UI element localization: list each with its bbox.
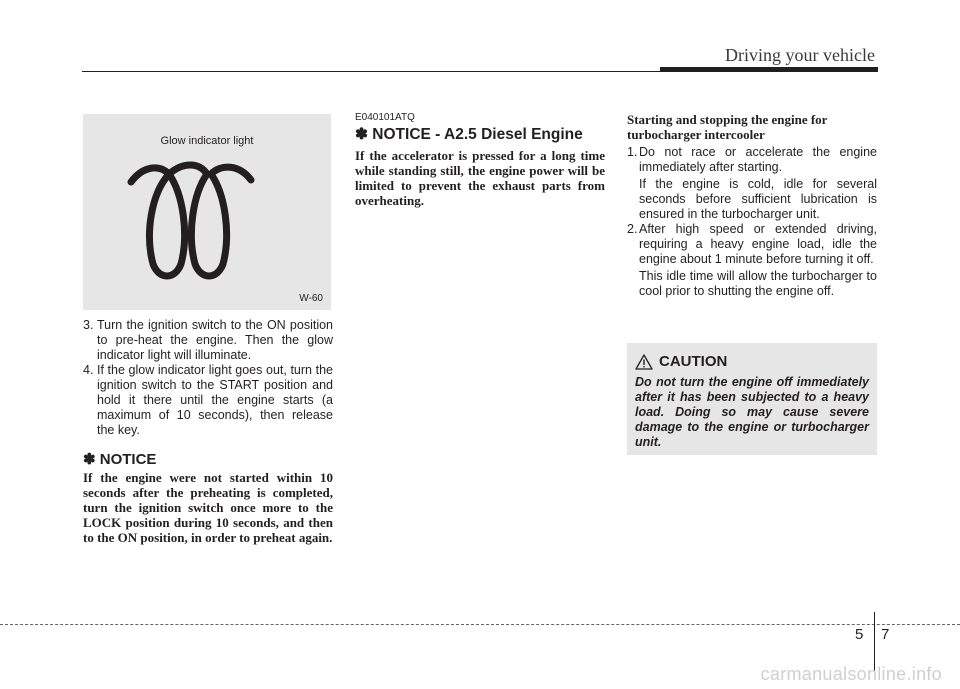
section-code: E040101ATQ xyxy=(355,112,415,123)
list-item xyxy=(627,222,877,267)
item-subtext: If the engine is cold, idle for several seconds before sufficient lubrication is ensured in the turbocharger unit. xyxy=(639,177,877,221)
notice-heading: ✽ NOTICE xyxy=(83,451,157,468)
figure-code: W-60 xyxy=(299,293,323,304)
chapter-number: 5 xyxy=(855,626,864,643)
figure-caption: Glow indicator light xyxy=(160,135,254,147)
item-text: After high speed or extended driving, requiring a heavy engine load, idle the engine about 1 minute before turning it off. xyxy=(639,222,877,266)
list-item xyxy=(627,145,877,175)
list-item xyxy=(83,363,333,438)
item-text: Turn the ignition switch to the ON position to pre-heat the engine. Then the glow indicator light will illuminate. xyxy=(97,318,333,362)
column-middle xyxy=(355,110,605,208)
caution-box xyxy=(627,343,877,455)
caution-title: CAUTION xyxy=(659,353,728,370)
list-item xyxy=(83,318,333,363)
page-number: 7 xyxy=(881,626,890,643)
page-number-separator xyxy=(874,612,875,672)
notice-body-diesel: If the accelerator is pressed for a long time while standing still, the engine power will be limited to prevent the exhaust parts from overheating. xyxy=(355,148,605,208)
caution-body: Do not turn the engine off immediately after it has been subjected to a heavy load. Doing so may cause severe damage to the engine or turbocharger unit. xyxy=(635,375,869,449)
item-number: 1. xyxy=(627,145,638,159)
header-rule xyxy=(82,71,662,72)
glow-plug-coil-icon xyxy=(123,154,291,282)
watermark: carmanualsonline.info xyxy=(760,664,942,684)
notice-body: If the engine were not started within 10 seconds after the preheating is completed, turn the ignition switch once more to the LOCK position during 10 seconds, and then to the ON position, in order to preheat again. xyxy=(83,470,333,545)
item-text: Do not race or accelerate the engine immediately after starting. xyxy=(639,145,877,174)
glow-indicator-figure xyxy=(83,114,331,310)
item-number: 4. xyxy=(83,363,94,377)
item-number: 3. xyxy=(83,318,94,332)
item-text: If the glow indicator light goes out, turn the ignition switch to the START position and hold it there until the engine starts (a maximum of 10 seconds), then release the key. xyxy=(97,363,333,437)
running-header: Driving your vehicle xyxy=(725,45,875,65)
column-left xyxy=(83,318,333,545)
footer-rule xyxy=(0,624,960,625)
item-number: 2. xyxy=(627,222,638,236)
caution-header xyxy=(635,353,727,370)
notice-heading-diesel: ✽ NOTICE - A2.5 Diesel Engine xyxy=(355,126,583,143)
header-rule-accent xyxy=(660,67,878,72)
column-right xyxy=(627,112,877,299)
item-subtext: This idle time will allow the turbocharger to cool prior to shutting the engine off. xyxy=(639,269,877,298)
warning-triangle-icon xyxy=(635,354,653,370)
section-heading: Starting and stopping the engine for turbocharger intercooler xyxy=(627,112,828,142)
